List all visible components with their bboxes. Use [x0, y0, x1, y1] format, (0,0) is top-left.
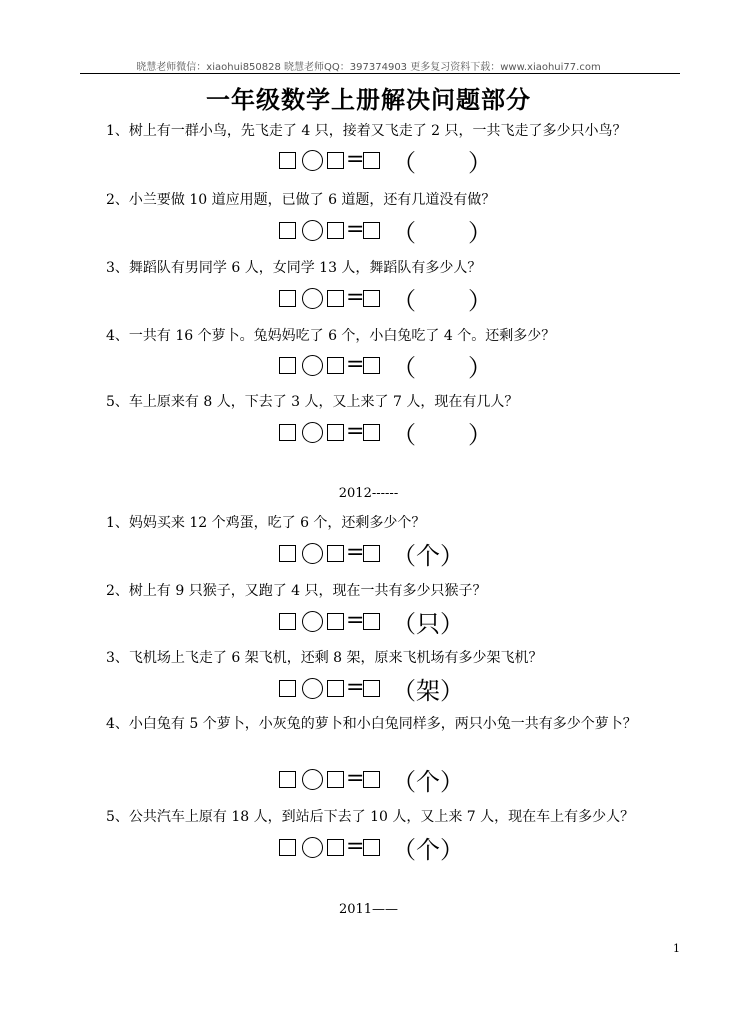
blank-box-icon: [327, 290, 344, 307]
unit-parens: （ ）: [392, 353, 492, 382]
blank-circle-icon: [302, 150, 323, 171]
blank-box-icon: [327, 680, 344, 697]
unit-label: 只: [416, 609, 440, 638]
blank-box-icon: [279, 680, 296, 697]
blank-circle-icon: [302, 611, 323, 632]
unit-parens: （个）: [392, 762, 464, 797]
equals-sign: =: [346, 419, 365, 444]
question-2-4: 4、小白兔有 5 个萝卜，小灰兔的萝卜和小白兔同样多，两只小兔一共有多少个萝卜？: [106, 716, 637, 732]
unit-parens: （ ）: [392, 218, 492, 247]
unit-parens: （ ）: [392, 286, 492, 315]
unit-parens: （ ）: [392, 420, 492, 449]
question-1-5: 5、车上原来有 8 人，下去了 3 人，又上来了 7 人，现在有几人？: [106, 394, 519, 410]
year-label-2011: 2011——: [338, 902, 399, 917]
blank-box-icon: [363, 152, 380, 169]
answer-formula-1-4: [279, 350, 492, 380]
blank-box-icon: [363, 545, 380, 562]
blank-box-icon: [363, 771, 380, 788]
blank-box-icon: [279, 222, 296, 239]
blank-box-icon: [327, 771, 344, 788]
blank-box-icon: [279, 771, 296, 788]
equals-sign: =: [346, 608, 365, 633]
blank-circle-icon: [302, 769, 323, 790]
unit-label: 个: [416, 767, 440, 796]
blank-box-icon: [327, 152, 344, 169]
blank-box-icon: [363, 839, 380, 856]
blank-box-icon: [327, 424, 344, 441]
question-1-1: 1、树上有一群小鸟，先飞走了 4 只，接着又飞走了 2 只，一共飞走了多少只小鸟？: [106, 123, 627, 139]
unit-parens: （只）: [392, 604, 464, 639]
blank-circle-icon: [302, 422, 323, 443]
equals-sign: =: [346, 675, 365, 700]
question-2-3: 3、飞机场上飞走了 6 架飞机，还剩 8 架，原来飞机场有多少架飞机？: [106, 650, 543, 666]
page-title: 一年级数学上册解决问题部分: [206, 86, 531, 114]
answer-formula-1-2: [279, 215, 492, 245]
blank-box-icon: [327, 839, 344, 856]
unit-label: 个: [416, 541, 440, 570]
blank-box-icon: [363, 222, 380, 239]
blank-box-icon: [327, 613, 344, 630]
blank-circle-icon: [302, 837, 323, 858]
blank-box-icon: [279, 545, 296, 562]
unit-parens: （ ）: [392, 148, 492, 177]
blank-box-icon: [363, 613, 380, 630]
header-rule: [80, 73, 680, 74]
unit-label: 个: [416, 835, 440, 864]
answer-formula-1-3: [279, 283, 492, 313]
question-1-4: 4、一共有 16 个萝卜。兔妈妈吃了 6 个，小白兔吃了 4 个。还剩多少？: [106, 328, 556, 344]
blank-box-icon: [327, 357, 344, 374]
answer-formula-1-1: [279, 145, 492, 175]
blank-box-icon: [279, 613, 296, 630]
equals-sign: =: [346, 352, 365, 377]
answer-formula-2-5: [279, 832, 464, 862]
answer-formula-1-5: [279, 417, 492, 447]
blank-box-icon: [363, 357, 380, 374]
answer-formula-2-4: [279, 764, 464, 794]
question-1-3: 3、舞蹈队有男同学 6 人，女同学 13 人，舞蹈队有多少人？: [106, 260, 482, 276]
unit-parens: （架）: [392, 671, 464, 706]
question-2-5: 5、公共汽车上原有 18 人，到站后下去了 10 人，又上来 7 人，现在车上有多少人？: [106, 809, 635, 825]
question-2-2: 2、树上有 9 只猴子，又跑了 4 只，现在一共有多少只猴子？: [106, 583, 487, 599]
blank-box-icon: [279, 357, 296, 374]
blank-box-icon: [279, 424, 296, 441]
blank-box-icon: [327, 222, 344, 239]
page-header: 晓慧老师微信：xiaohui850828 晓慧老师QQ：397374903 更多复习资料下载：www.xiaohui77.com: [136, 62, 601, 73]
unit-label: 架: [416, 676, 440, 705]
equals-sign: =: [346, 834, 365, 859]
answer-formula-2-2: [279, 606, 464, 636]
equals-sign: =: [346, 285, 365, 310]
blank-box-icon: [363, 290, 380, 307]
blank-box-icon: [279, 152, 296, 169]
blank-circle-icon: [302, 355, 323, 376]
blank-box-icon: [279, 839, 296, 856]
page-number: 1: [673, 942, 680, 955]
unit-parens: （个）: [392, 830, 464, 865]
equals-sign: =: [346, 540, 365, 565]
unit-parens: （个）: [392, 536, 464, 571]
answer-formula-2-1: [279, 538, 464, 568]
question-2-1: 1、妈妈买来 12 个鸡蛋，吃了 6 个，还剩多少个？: [106, 515, 426, 531]
blank-circle-icon: [302, 543, 323, 564]
blank-circle-icon: [302, 678, 323, 699]
blank-circle-icon: [302, 220, 323, 241]
year-label-2012: 2012------: [338, 486, 399, 501]
equals-sign: =: [346, 217, 365, 242]
question-1-2: 2、小兰要做 10 道应用题，已做了 6 道题，还有几道没有做？: [106, 192, 496, 208]
blank-circle-icon: [302, 288, 323, 309]
blank-box-icon: [363, 680, 380, 697]
answer-formula-2-3: [279, 673, 464, 703]
equals-sign: =: [346, 766, 365, 791]
blank-box-icon: [327, 545, 344, 562]
equals-sign: =: [346, 147, 365, 172]
blank-box-icon: [363, 424, 380, 441]
blank-box-icon: [279, 290, 296, 307]
